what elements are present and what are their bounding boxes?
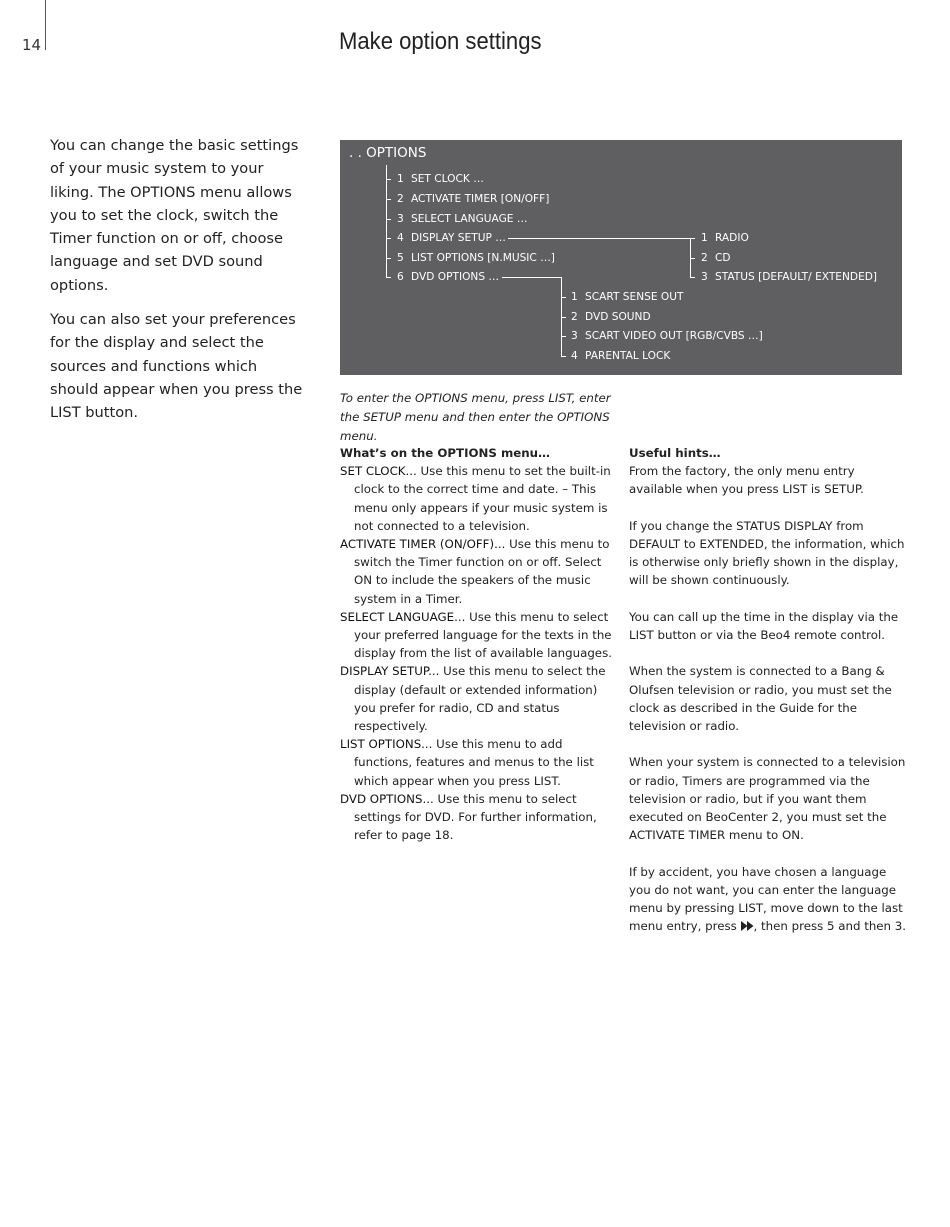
submenu-item [701, 251, 731, 265]
submenu-item [571, 290, 684, 304]
tree-line [386, 179, 391, 180]
section-heading: Useful hints… [629, 446, 721, 460]
whats-on-section [340, 444, 615, 844]
tree-line [561, 317, 566, 318]
menu-item-number: 4 [397, 232, 404, 244]
definition-entry [340, 735, 615, 790]
hint-paragraph: From the factory, the only menu entry available when you press LIST is SETUP. [629, 464, 864, 497]
useful-hints-section [629, 444, 907, 954]
submenu-item [571, 349, 670, 363]
definition-term: SELECT LANGUAGE... [340, 609, 466, 624]
menu-item [397, 192, 549, 206]
submenu-item [571, 310, 651, 324]
submenu-item-number: 3 [571, 330, 578, 342]
tree-line [386, 277, 391, 278]
menu-item-label: DISPLAY SETUP … [411, 232, 506, 244]
submenu-item [701, 270, 877, 284]
fast-forward-icon [741, 921, 754, 931]
submenu-item-number: 3 [701, 271, 708, 283]
definition-term: DISPLAY SETUP... [340, 664, 440, 679]
intro-paragraph: You can change the basic settings of your music system to your liking. The OPTIONS menu allows you to set the clock, switch the Timer function on or off, choose language and set DVD sound options. [50, 137, 299, 294]
intro-paragraph: You can also set your preferences for the display and select the sources and functions which should appear when you press the LIST button. [50, 311, 303, 422]
definition-text: Use this menu to select the display (default or extended information) you prefer for radio, CD and status respectively. [354, 664, 606, 734]
tree-line [386, 219, 391, 220]
menu-item-number: 1 [397, 173, 404, 185]
page-title: Make option settings [339, 28, 542, 55]
intro-text [50, 134, 310, 436]
definition-text: Use this menu to select settings for DVD. For further information, refer to page 18. [354, 791, 597, 843]
hint-paragraph: You can call up the time in the display via the LIST button or via the Beo4 remote control. [629, 609, 899, 642]
definition-entry [340, 608, 615, 663]
menu-title: . . OPTIONS [349, 145, 427, 161]
menu-item-label: DVD OPTIONS … [411, 271, 500, 283]
tree-line [386, 199, 391, 200]
submenu-item-number: 4 [571, 350, 578, 362]
page-divider [45, 0, 46, 50]
definition-text: Use this menu to switch the Timer function on or off. Select ON to include the speakers of the music system in a Timer. [354, 537, 610, 606]
menu-item [397, 270, 499, 284]
definition-term: ACTIVATE TIMER (ON/OFF)... [340, 537, 506, 552]
tree-line [561, 356, 566, 357]
tree-line [386, 165, 387, 277]
menu-item-number: 3 [397, 213, 404, 225]
hint-text: , then press 5 and then 3. [753, 919, 907, 934]
definition-term: LIST OPTIONS... [340, 737, 433, 752]
hint-paragraph: If you change the STATUS DISPLAY from DEFAULT to EXTENDED, the information, which is otherwise only briefly shown in the display, will be shown continuously. [629, 518, 905, 588]
definition-text: Use this menu to select your preferred language for the texts in the display from the list of available languages. [354, 609, 612, 661]
menu-item-number: 2 [397, 193, 404, 205]
hint-paragraph: When the system is connected to a Bang & Olufsen television or radio, you must set the clock as described in the Guide for the television or radio. [629, 664, 892, 733]
hint-paragraph [629, 863, 907, 936]
definition-entry [340, 662, 615, 735]
menu-item-number: 5 [397, 252, 404, 264]
submenu-item-label: RADIO [715, 232, 749, 244]
submenu-item-label: DVD SOUND [585, 311, 651, 323]
menu-item [397, 212, 527, 226]
definition-text: Use this menu to add functions, features and menus to the list which appear when you press LIST. [354, 737, 594, 788]
hint-paragraph: When your system is connected to a television or radio, Timers are programmed via the television or radio, but if you want them executed on BeoCenter 2, you must set the ACTIVATE TIMER menu to ON. [629, 755, 906, 843]
submenu-item-label: SCART SENSE OUT [585, 291, 684, 303]
connector-line [508, 238, 690, 239]
tree-line [690, 277, 695, 278]
menu-item [397, 231, 506, 245]
tree-line [690, 238, 695, 239]
definition-text: Use this menu to set the built-in clock to the correct time and date. – This menu only appears if your music system is not connected to a television. [354, 464, 611, 533]
section-heading: What’s on the OPTIONS menu… [340, 446, 550, 460]
menu-item [397, 251, 555, 265]
tree-line [561, 297, 566, 298]
menu-item-label: SELECT LANGUAGE … [411, 213, 528, 225]
tree-line [386, 238, 391, 239]
menu-item-number: 6 [397, 271, 404, 283]
submenu-item-label: SCART VIDEO OUT [RGB/CVBS …] [585, 330, 763, 342]
submenu-item-number: 2 [571, 311, 578, 323]
menu-item-label: ACTIVATE TIMER [ON/OFF] [411, 193, 550, 205]
menu-caption: To enter the OPTIONS menu, press LIST, enter the SETUP menu and then enter the OPTIONS menu. [340, 391, 611, 443]
definition-entry [340, 535, 615, 608]
tree-line [561, 336, 566, 337]
hint-text: If by accident, you have chosen a language you do not want, you can enter the language menu by pressing LIST, move down to the last menu entry, press [629, 864, 903, 934]
submenu-item [701, 231, 749, 245]
definition-entry [340, 462, 615, 535]
tree-line [690, 258, 695, 259]
tree-line [386, 258, 391, 259]
menu-item [397, 172, 484, 186]
menu-item-label: SET CLOCK … [411, 173, 484, 185]
submenu-item [571, 329, 763, 343]
options-menu-diagram [340, 140, 902, 375]
submenu-item-label: STATUS [DEFAULT/ EXTENDED] [715, 271, 878, 283]
menu-item-label: LIST OPTIONS [N.MUSIC …] [411, 252, 555, 264]
definition-term: DVD OPTIONS... [340, 791, 434, 806]
submenu-item-number: 2 [701, 252, 708, 264]
definition-term: SET CLOCK... [340, 464, 417, 479]
submenu-item-label: CD [715, 252, 731, 264]
connector-line [502, 277, 561, 278]
submenu-item-number: 1 [701, 232, 708, 244]
submenu-item-number: 1 [571, 291, 578, 303]
submenu-item-label: PARENTAL LOCK [585, 350, 671, 362]
definition-entry [340, 790, 615, 845]
page-number: 14 [22, 36, 42, 54]
